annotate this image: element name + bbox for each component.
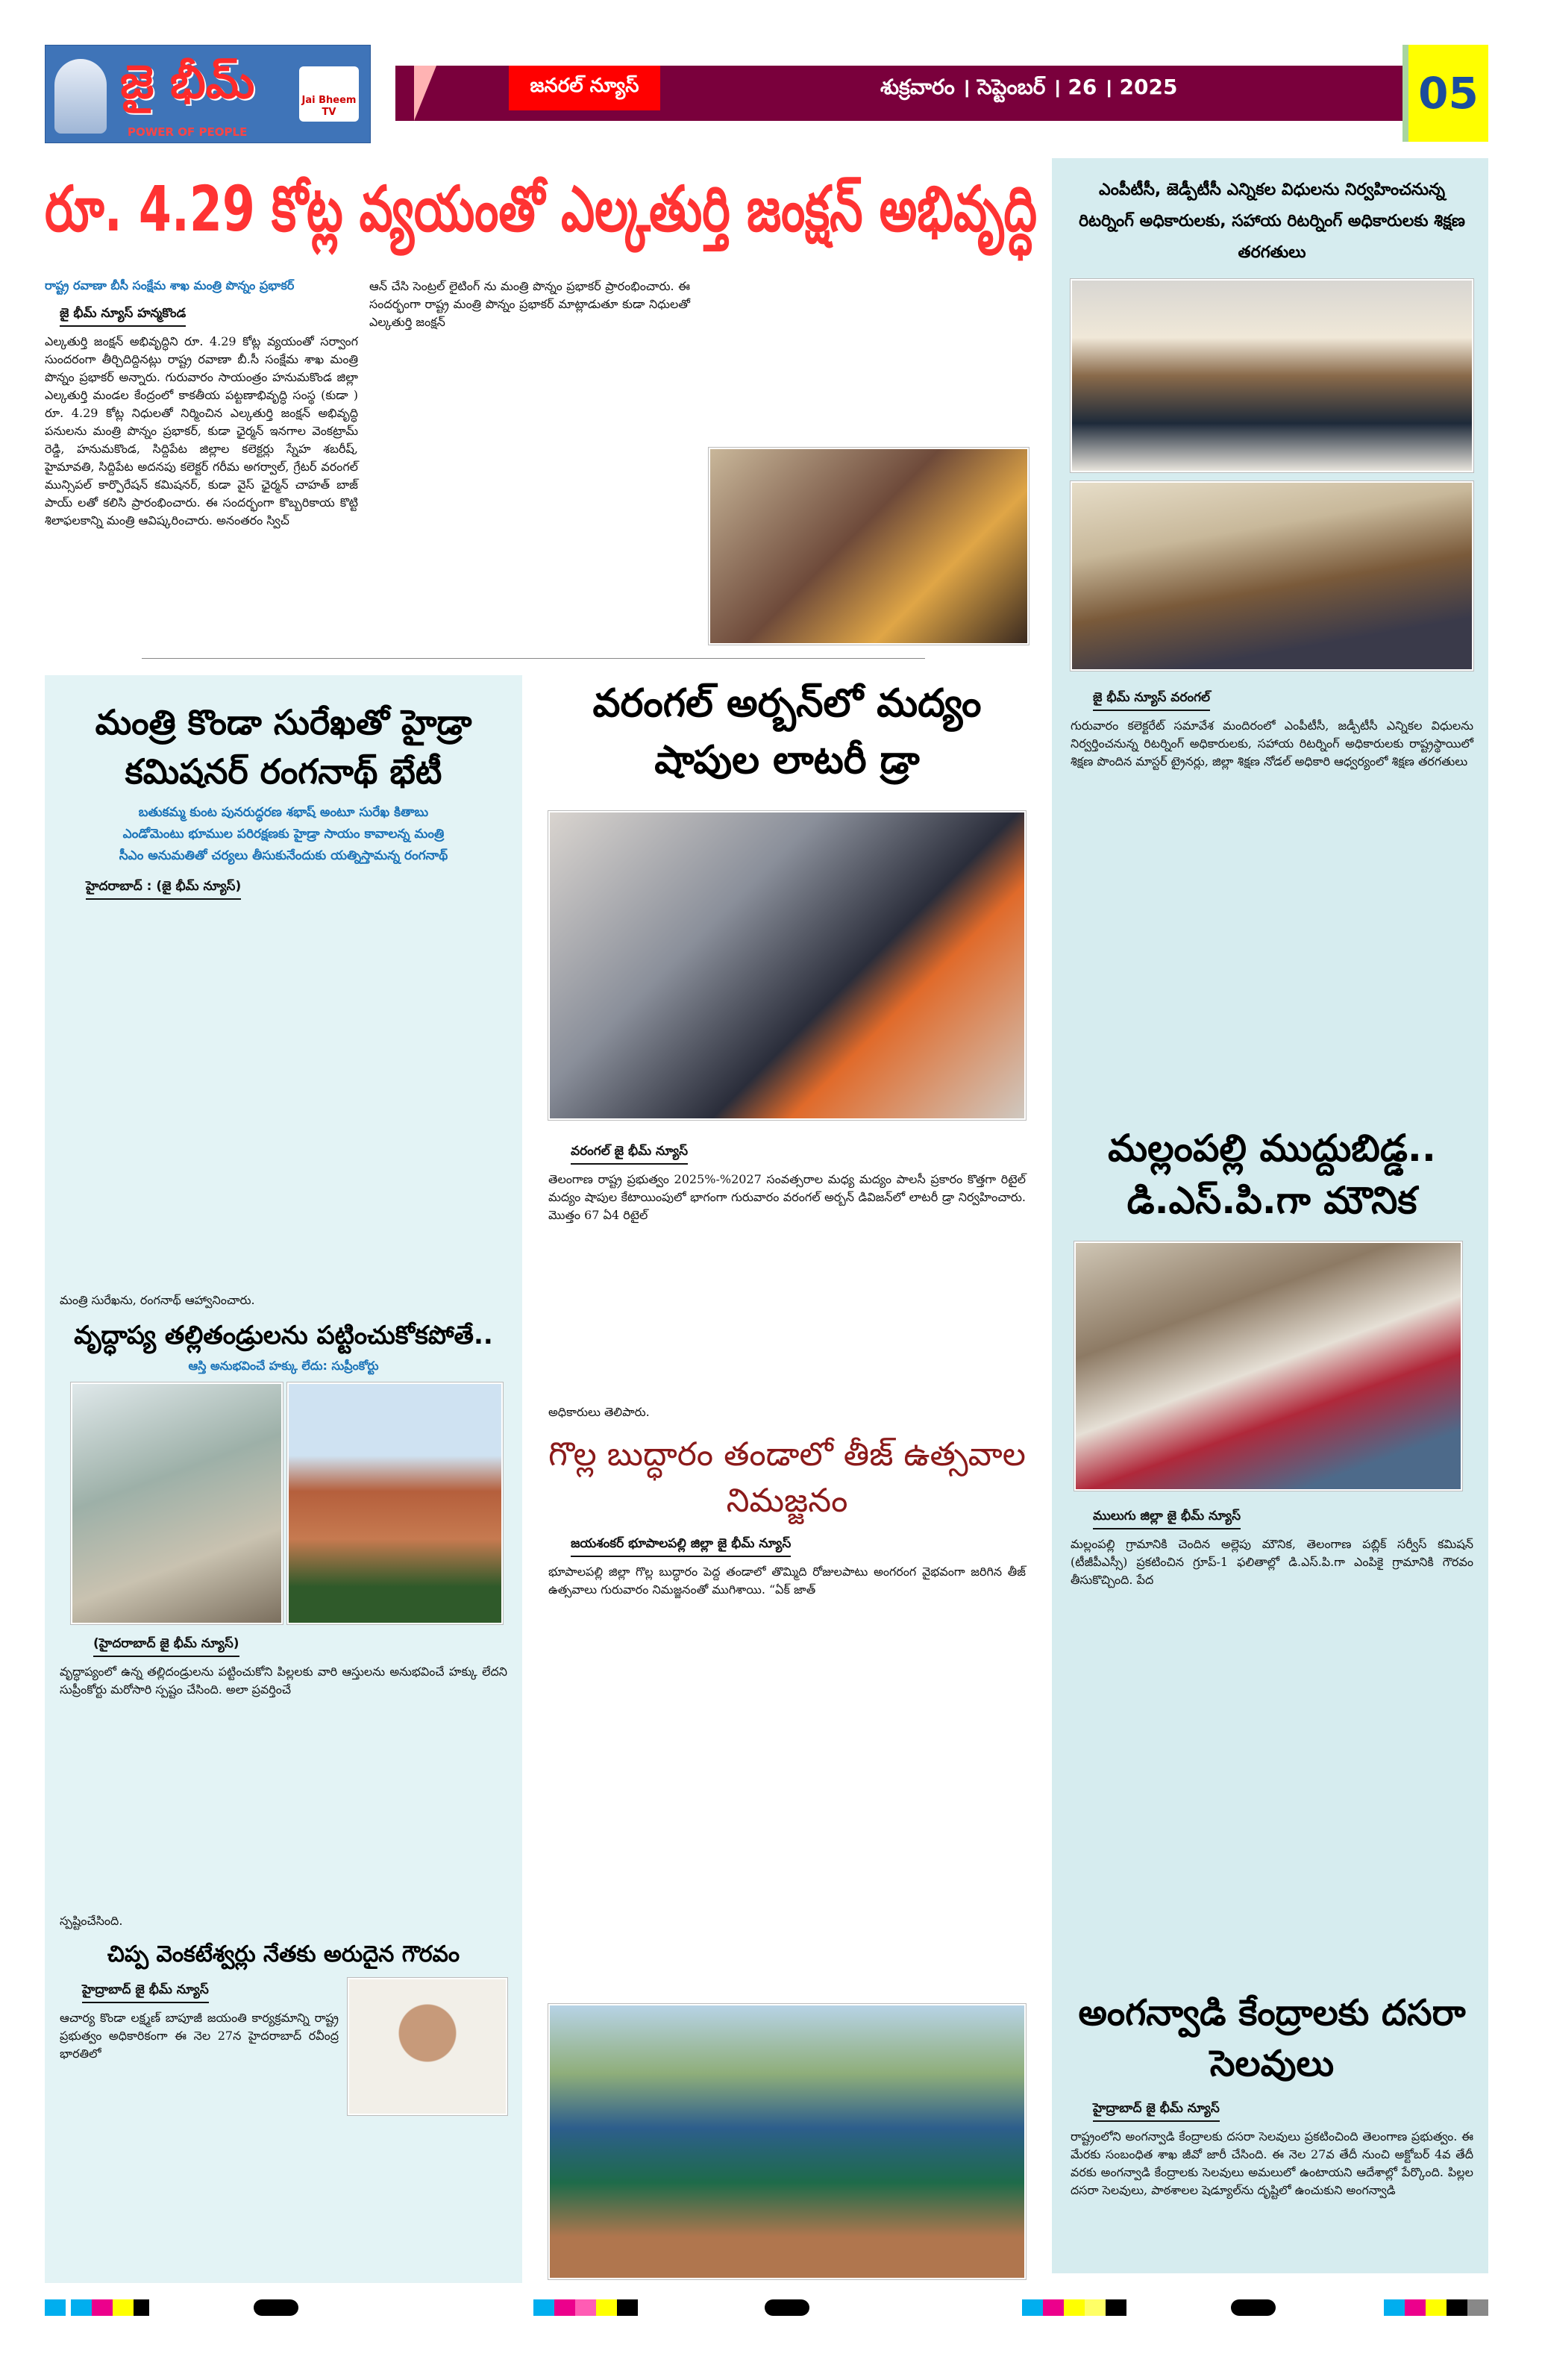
story-chippa-headline: చిప్ప వెంకటేశ్వర్లు నేతకు అరుదైన గౌరవం bbox=[107, 1941, 460, 1967]
ambedkar-portrait bbox=[54, 59, 107, 134]
registration-bar bbox=[254, 2299, 298, 2316]
mounika-felicitation-photo bbox=[1074, 1241, 1462, 1491]
venkateshwarlu-portrait bbox=[348, 1978, 507, 2115]
story-teej-headline: గొల్ల బుద్ధారం తండాలో తీజ్ ఉత్సవాల నిమజ్జనం bbox=[548, 1435, 1026, 1520]
story-teej-dateline: జయశంకర్ భూపాలపల్లి జిల్లా జై భీమ్ న్యూస్ bbox=[571, 1535, 791, 1557]
lead-headline: రూ. 4.29 కోట్ల వ్యయంతో ఎల్కతుర్తి జంక్షన్ అభివృద్ధి bbox=[45, 172, 1038, 245]
lead-column-1: ఎల్కతుర్తి జంక్షన్ అభివృద్ధిని రూ. 4.29 కోట్ల వ్యయంతో సర్వాంగ సుందరంగా తీర్చిదిద్దినట్లు రాష్ట్ర రవాణా బీ.సీ సంక్షేమ శాఖ మంత్రి పొన్నం ప్రభాకర్ అన్నారు. గురువారం సాయంత్రం హనుమకొండ జిల్లా ఎల్కతుర్తి మండల కేంద్రంలో కాకతీయ పట్టణాభివృద్ధి సంస్థ (కుడా ) రూ. 4.29 కోట్ల నిధులతో నిర్మించిన ఎల్కతుర్తి జంక్షన్ అభివృద్ధి పనులను మంత్రి పొన్నం ప్రభాకర్, కుడా ఛైర్మన్ ఇనగాల వెంకట్రామ్ రెడ్డి, హనుమకొండ, సిద్దిపేట జిల్లాల కలెక్టర్లు స్నేహ శబరీష్, హైమావతి, సిద్దిపేట అదనపు కలెక్టర్ గరీమ అగర్వాల్, గ్రేటర్ వరంగల్ మున్సిపల్ కార్పొరేషన్ కమిషనర్, కుడా వైస్ ఛైర్మన్ చాహత్ బాజ్ పాయ్ లతో కలిసి ప్రారంభించారు. ఈ సందర్భంగా కొబ్బరికాయ కొట్టి శిలాఫలకాన్ని మంత్రి ఆవిష్కరించారు. అనంతరం స్విచ్ bbox=[45, 334, 358, 527]
story-teej bbox=[548, 1432, 1026, 2279]
brand-box bbox=[120, 48, 284, 120]
story-anganwadi bbox=[1071, 1988, 1473, 2199]
story-chippa bbox=[60, 1939, 507, 2115]
story-chippa-text bbox=[60, 1978, 339, 2115]
subhead-line: సీఎం అనుమతితో చర్యలు తీసుకునేందుకు యత్నిస్తామన్న రంగనాథ్ bbox=[119, 848, 448, 863]
divider bbox=[142, 658, 925, 659]
color-registration-mark bbox=[1022, 2299, 1126, 2316]
story-liquor-body: తెలంగాణ రాష్ట్ర ప్రభుత్వం 2025%-%2027 సంవత్సరాల మధ్య మద్యం పాలసీ ప్రకారం కొత్తగా రిటైల్ మద్యం షాపుల కేటాయింపులో భాగంగా గురువారం వరంగల్ అర్బన్ డివిజన్‌లో లాటరీ డ్రా నిర్వహించారు. మొత్తం 67 ఏ4 రిటైల్ bbox=[548, 1172, 1026, 1222]
story-hydraa-headline: మంత్రి కొండా సురేఖతో హైడ్రా కమిషనర్ రంగనాథ్ భేటీ bbox=[95, 702, 472, 792]
lead-dateline: జై భీమ్ న్యూస్ హన్మకొండ bbox=[60, 304, 186, 327]
teej-festival-photo bbox=[548, 2004, 1026, 2279]
story-training-body: గురువారం కలెక్టరేట్ సమావేశ మందిరంలో ఎంపీటీసీ, జడ్పీటీసీ ఎన్నికల విధులను నిర్వర్తించనున్న రిటర్నింగ్ అధికారులకు, సహాయ రిటర్నింగ్ అధికారులకు రాష్ట్రస్థాయిలో శిక్షణ పొందిన మాస్టర్ ట్రైనర్లు, జిల్లా శిక్షణ నోడల్ అధికారి ఆధ్వర్యంలో శిక్షణ తరగతులు bbox=[1071, 718, 1473, 768]
brand-name: జై భీమ్ bbox=[120, 54, 255, 109]
supreme-court-photo bbox=[287, 1382, 503, 1624]
story-mounika-headline: మల్లంపల్లి ముద్దుబిడ్డ.. డి.ఎస్.పి.గా మౌనిక bbox=[1108, 1127, 1436, 1222]
training-photo-1 bbox=[1071, 279, 1473, 472]
story-parents-photos bbox=[71, 1382, 496, 1624]
color-registration-mark bbox=[533, 2299, 638, 2316]
page-number: 05 bbox=[1402, 45, 1488, 142]
color-registration-mark bbox=[45, 2299, 149, 2316]
color-registration-mark bbox=[1384, 2299, 1488, 2316]
story-training-headline: ఎంపీటీసీ, జెడ్పీటీసీ ఎన్నికల విధులను నిర్వహించనున్న రిటర్నింగ్ అధికారులకు, సహాయ రిటర్నింగ్ అధికారులకు శిక్షణ తరగతులు bbox=[1079, 181, 1465, 262]
lead-subhead: రాష్ట్ర రవాణా బీసీ సంక్షేమ శాఖ మంత్రి పొన్నం ప్రభాకర్ bbox=[45, 278, 295, 292]
story-teej-body: భూపాలపల్లి జిల్లా గొల్ల బుద్ధారం పెద్ద తండాలో తొమ్మిది రోజులపాటు అంగరంగ వైభవంగా జరిగిన తీజ్ ఉత్సవాలు గురువారం నిమజ్జనంతో ముగిశాయి. “ఏక్ జాత్ bbox=[548, 1565, 1026, 1597]
right-panel bbox=[1052, 158, 1488, 2273]
story-parents-dateline: (హైదరాబాద్ జై భీమ్ న్యూస్) bbox=[93, 1635, 239, 1657]
story-hydraa-closing: మంత్రి సురేఖను, రంగనాథ్ ఆహ్వానించారు. bbox=[60, 1293, 255, 1307]
story-hydraa-subheads bbox=[60, 802, 507, 867]
training-photo-2 bbox=[1071, 481, 1473, 671]
registration-bar bbox=[1231, 2299, 1276, 2316]
section-label: జనరల్ న్యూస్ bbox=[509, 66, 660, 110]
story-mounika-body: మల్లంపల్లి గ్రామానికి చెందిన అల్లెపు మౌనిక, తెలంగాణ పబ్లిక్ సర్వీస్ కమిషన్ (టీజీపీఎస్సీ) ప్రకటించిన గ్రూప్-1 ఫలితాల్లో డి.ఎస్.పి.గా ఎంపికై గ్రామానికి గౌరవం తీసుకొచ్చింది. పేద bbox=[1071, 1537, 1473, 1587]
tv-logo: Jai Bheem TV bbox=[299, 66, 359, 122]
story-liquor bbox=[548, 675, 1026, 1421]
story-chippa-body: ఆచార్య కొండా లక్ష్మణ్ బాపూజీ జయంతి కార్యక్రమాన్ని రాష్ట్ర ప్రభుత్వం అధికారికంగా ఈ నెల 27న హైదరాబాద్ రవీంద్ర భారతిలో bbox=[60, 2011, 339, 2061]
subhead-line: బతుకమ్మ కుంట పునరుద్ధరణ శభాష్ అంటూ సురేఖ కితాబు bbox=[138, 805, 429, 820]
middle-column bbox=[537, 675, 1037, 2279]
band-decoration bbox=[414, 66, 436, 121]
lead-headline-box bbox=[45, 160, 1037, 265]
elderly-couple-photo bbox=[71, 1382, 283, 1624]
story-hydraa bbox=[60, 698, 507, 1309]
story-parents-subhead: ఆస్తి అనుభవించే హక్కు లేదు: సుప్రీంకోర్టు bbox=[188, 1359, 379, 1373]
story-training bbox=[1071, 175, 1473, 1115]
story-parents-headline: వృద్ధాప్య తల్లితండ్రులను పట్టించుకోకపోతే.. bbox=[74, 1321, 493, 1350]
story-training-dateline: జై భీమ్ న్యూస్ వరంగల్ bbox=[1093, 689, 1210, 711]
story-liquor-closing: అధికారులు తెలిపారు. bbox=[548, 1405, 650, 1419]
story-liquor-headline: వరంగల్ అర్బన్‌లో మద్యం షాపుల లాటరీ డ్రా bbox=[592, 681, 982, 783]
minister-photo bbox=[709, 448, 1029, 645]
story-mounika bbox=[1071, 1122, 1473, 1980]
story-anganwadi-dateline: హైద్రాబాద్ జై భీమ్ న్యూస్ bbox=[1093, 2099, 1220, 2122]
story-parents-closing: స్పష్టించేసింది. bbox=[60, 1914, 123, 1928]
story-anganwadi-body: రాష్ట్రంలోని అంగన్వాడి కేంద్రాలకు దసరా సెలవులు ప్రకటించింది తెలంగాణ ప్రభుత్వం. ఈ మేరకు సంబంధిత శాఖ జీవో జారీ చేసింది. ఈ నెల 27వ తేదీ నుంచి అక్టోబర్ 4వ తేదీ వరకు అంగన్వాడి కేంద్రాలకు సెలవులు అమలులో ఉంటాయని ఆదేశాల్లో పేర్కొంది. పిల్లల దసరా సెలవులు, పాఠశాలల షెడ్యూల్‌ను దృష్టిలో ఉంచుకుని అంగన్వాడి bbox=[1071, 2129, 1473, 2197]
lead-column-2: ఆన్ చేసి సెంట్రల్ లైటింగ్ ను మంత్రి పొన్నం ప్రభాకర్ ప్రారంభించారు. ఈ సందర్భంగా రాష్ట్ర మంత్రి పొన్నం ప్రభాకర్ మాట్లాడుతూ కుడా నిధులతో ఎల్కతుర్తి జంక్షన్ bbox=[369, 279, 690, 329]
lottery-draw-photo bbox=[548, 811, 1026, 1120]
story-mounika-dateline: ములుగు జిల్లా జై భీమ్ న్యూస్ bbox=[1093, 1507, 1241, 1529]
brand-tagline: POWER OF PEOPLE bbox=[128, 125, 248, 139]
masthead-logo bbox=[45, 45, 371, 143]
story-liquor-dateline: వరంగల్ జై భీమ్ న్యూస్ bbox=[571, 1142, 688, 1165]
issue-date: శుక్రవారం । సెప్టెంబర్ । 26 । 2025 bbox=[880, 75, 1178, 99]
story-chippa-row bbox=[60, 1978, 507, 2115]
story-anganwadi-headline: అంగన్వాడి కేంద్రాలకు దసరా సెలవులు bbox=[1078, 1992, 1466, 2085]
left-panel bbox=[45, 675, 522, 2283]
registration-bar bbox=[765, 2299, 809, 2316]
lead-column-1-wrap bbox=[45, 278, 358, 651]
story-parents bbox=[60, 1318, 507, 1930]
story-hydraa-dateline: హైదరాబాద్ : (జై భీమ్ న్యూస్) bbox=[86, 877, 241, 900]
subhead-line: ఎండోమెంటు భూముల పరిరక్షణకు హైడ్రా సాయం కావాలన్న మంత్రి bbox=[122, 827, 445, 842]
story-parents-body: వృద్ధాప్యంలో ఉన్న తల్లిదండ్రులను పట్టించుకోని పిల్లలకు వారి ఆస్తులను అనుభవించే హక్కు లేదని సుప్రీంకోర్టు మరోసారి స్పష్టం చేసింది. అలా ప్రవర్తించే bbox=[60, 1665, 507, 1697]
story-chippa-dateline: హైద్రాబాద్ జై భీమ్ న్యూస్ bbox=[82, 1981, 209, 2003]
